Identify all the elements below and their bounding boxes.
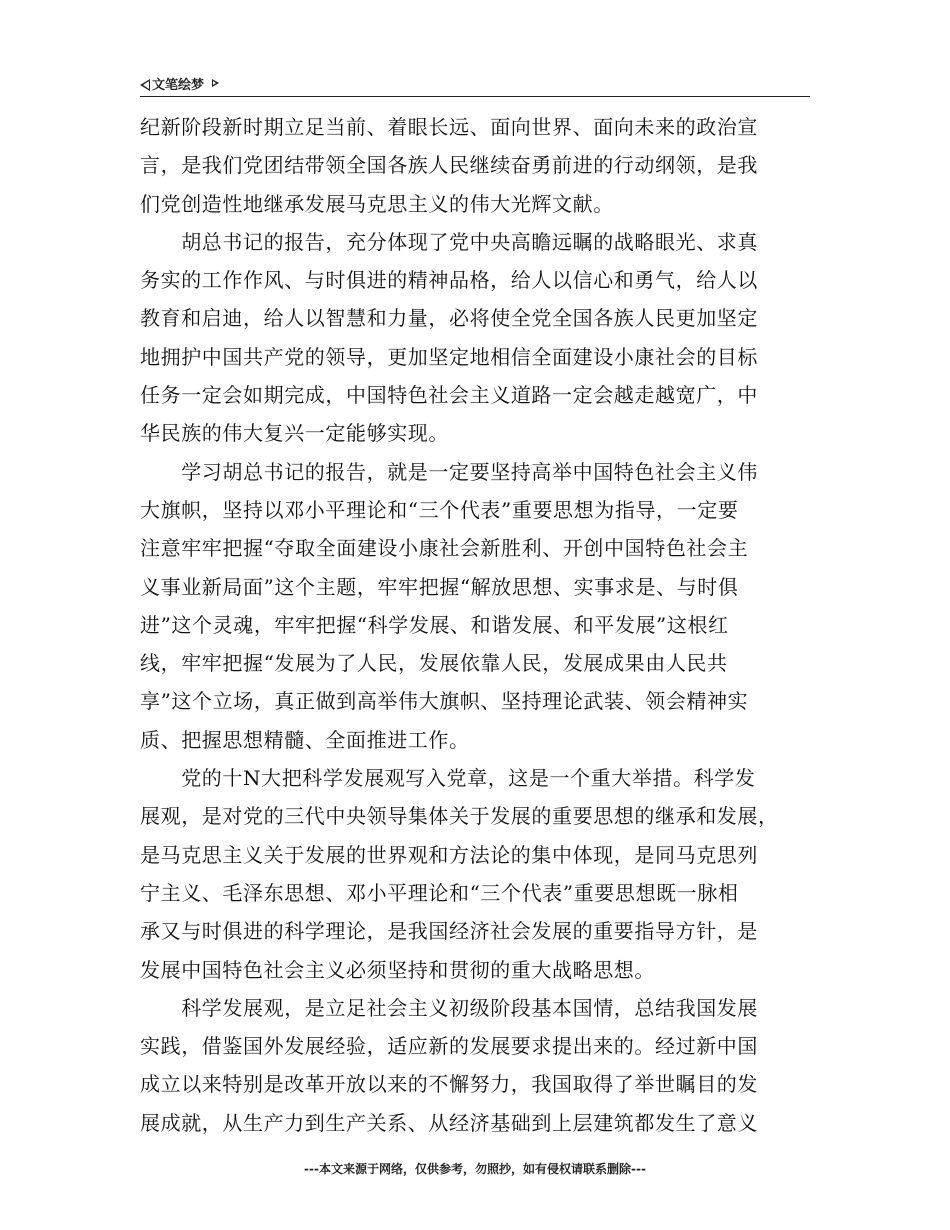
text-line: 发展中国特色社会主义必须坚持和贯彻的重大战略思想。 [140,957,655,982]
text-line: 纪新阶段新时期立足当前、着眼长远、面向世界、面向未来的政治宣 [140,115,758,139]
text-line: 质、把握思想精髓、全面推进工作。 [140,727,470,752]
text-line: 承又与时俱进的科学理论，是我国经济社会发展的重要指导方针，是 [140,919,758,944]
text-line: 成立以来特别是改革开放以来的不懈努力，我国取得了举世瞩目的发 [140,1072,758,1097]
document-body [140,108,800,1142]
header-brand-text: 文笔绘梦 [152,78,205,93]
text-line: 注意牢牢把握“夺取全面建设小康社会新胜利、开创中国特色社会主 [140,536,749,561]
text-line: 言，是我们党团结带领全国各族人民继续奋勇前进的行动纲领，是我 [140,153,758,178]
text-line: 实践，借鉴国外发展经验，适应新的发展要求提出来的。经过新中国 [140,1034,758,1059]
text-line: 宁主义、毛泽东思想、邓小平理论和“三个代表”重要思想既一脉相 [140,880,739,905]
text-line: 是马克思主义关于发展的世界观和方法论的集中体现，是同马克思列 [140,842,758,867]
text-line: 义事业新局面”这个主题，牢牢把握“解放思想、实事求是、与时俱 [140,574,739,599]
text-line: 线，牢牢把握“发展为了人民，发展依靠人民，发展成果由人民共 [140,651,728,676]
text-line: 任务一定会如期完成，中国特色社会主义道路一定会越走越宽广，中 [140,383,758,408]
header-brand [140,74,219,93]
text-line: 享”这个立场，真正做到高举伟大旗帜、坚持理论武装、领会精神实 [140,689,749,714]
text-line: 科学发展观，是立足社会主义初级阶段基本国情，总结我国发展 [140,995,758,1020]
text-line: 学习胡总书记的报告，就是一定要坚持高举中国特色社会主义伟 [140,459,758,484]
text-line: 党的十N大把科学发展观写入党章，这是一个重大举措。科学发 [140,766,756,791]
text-line: 华民族的伟大复兴一定能够实现。 [140,421,449,446]
text-line: 进”这个灵魂，牢牢把握“科学发展、和谐发展、和平发展”这根红 [140,612,729,637]
text-line: 胡总书记的报告，充分体现了党中央高瞻远瞩的战略眼光、求真 [140,229,758,254]
triangle-right-icon [212,79,219,87]
text-line: 大旗帜，坚持以邓小平理论和“三个代表”重要思想为指导，一定要 [140,497,739,522]
text-line: 地拥护中国共产党的领导，更加坚定地相信全面建设小康社会的目标 [140,344,758,369]
triangle-left-icon [140,79,150,91]
footer-notice: ---本文来源于网络，仅供参考，勿照抄，如有侵权请联系删除--- [304,1162,646,1176]
text-line: 务实的工作作风、与时俱进的精神品格，给人以信心和勇气，给人以 [140,268,758,293]
text-line: 展成就，从生产力到生产关系、从经济基础到上层建筑都发生了意义 [140,1110,758,1135]
text-line: 教育和启迪，给人以智慧和力量，必将使全党全国各族人民更加坚定 [140,306,758,331]
text-line: 们党创造性地继承发展马克思主义的伟大光辉文献。 [140,191,614,216]
text-line: 展观，是对党的三代中央领导集体关于发展的重要思想的继承和发展， [140,804,779,829]
page-header [140,68,810,97]
